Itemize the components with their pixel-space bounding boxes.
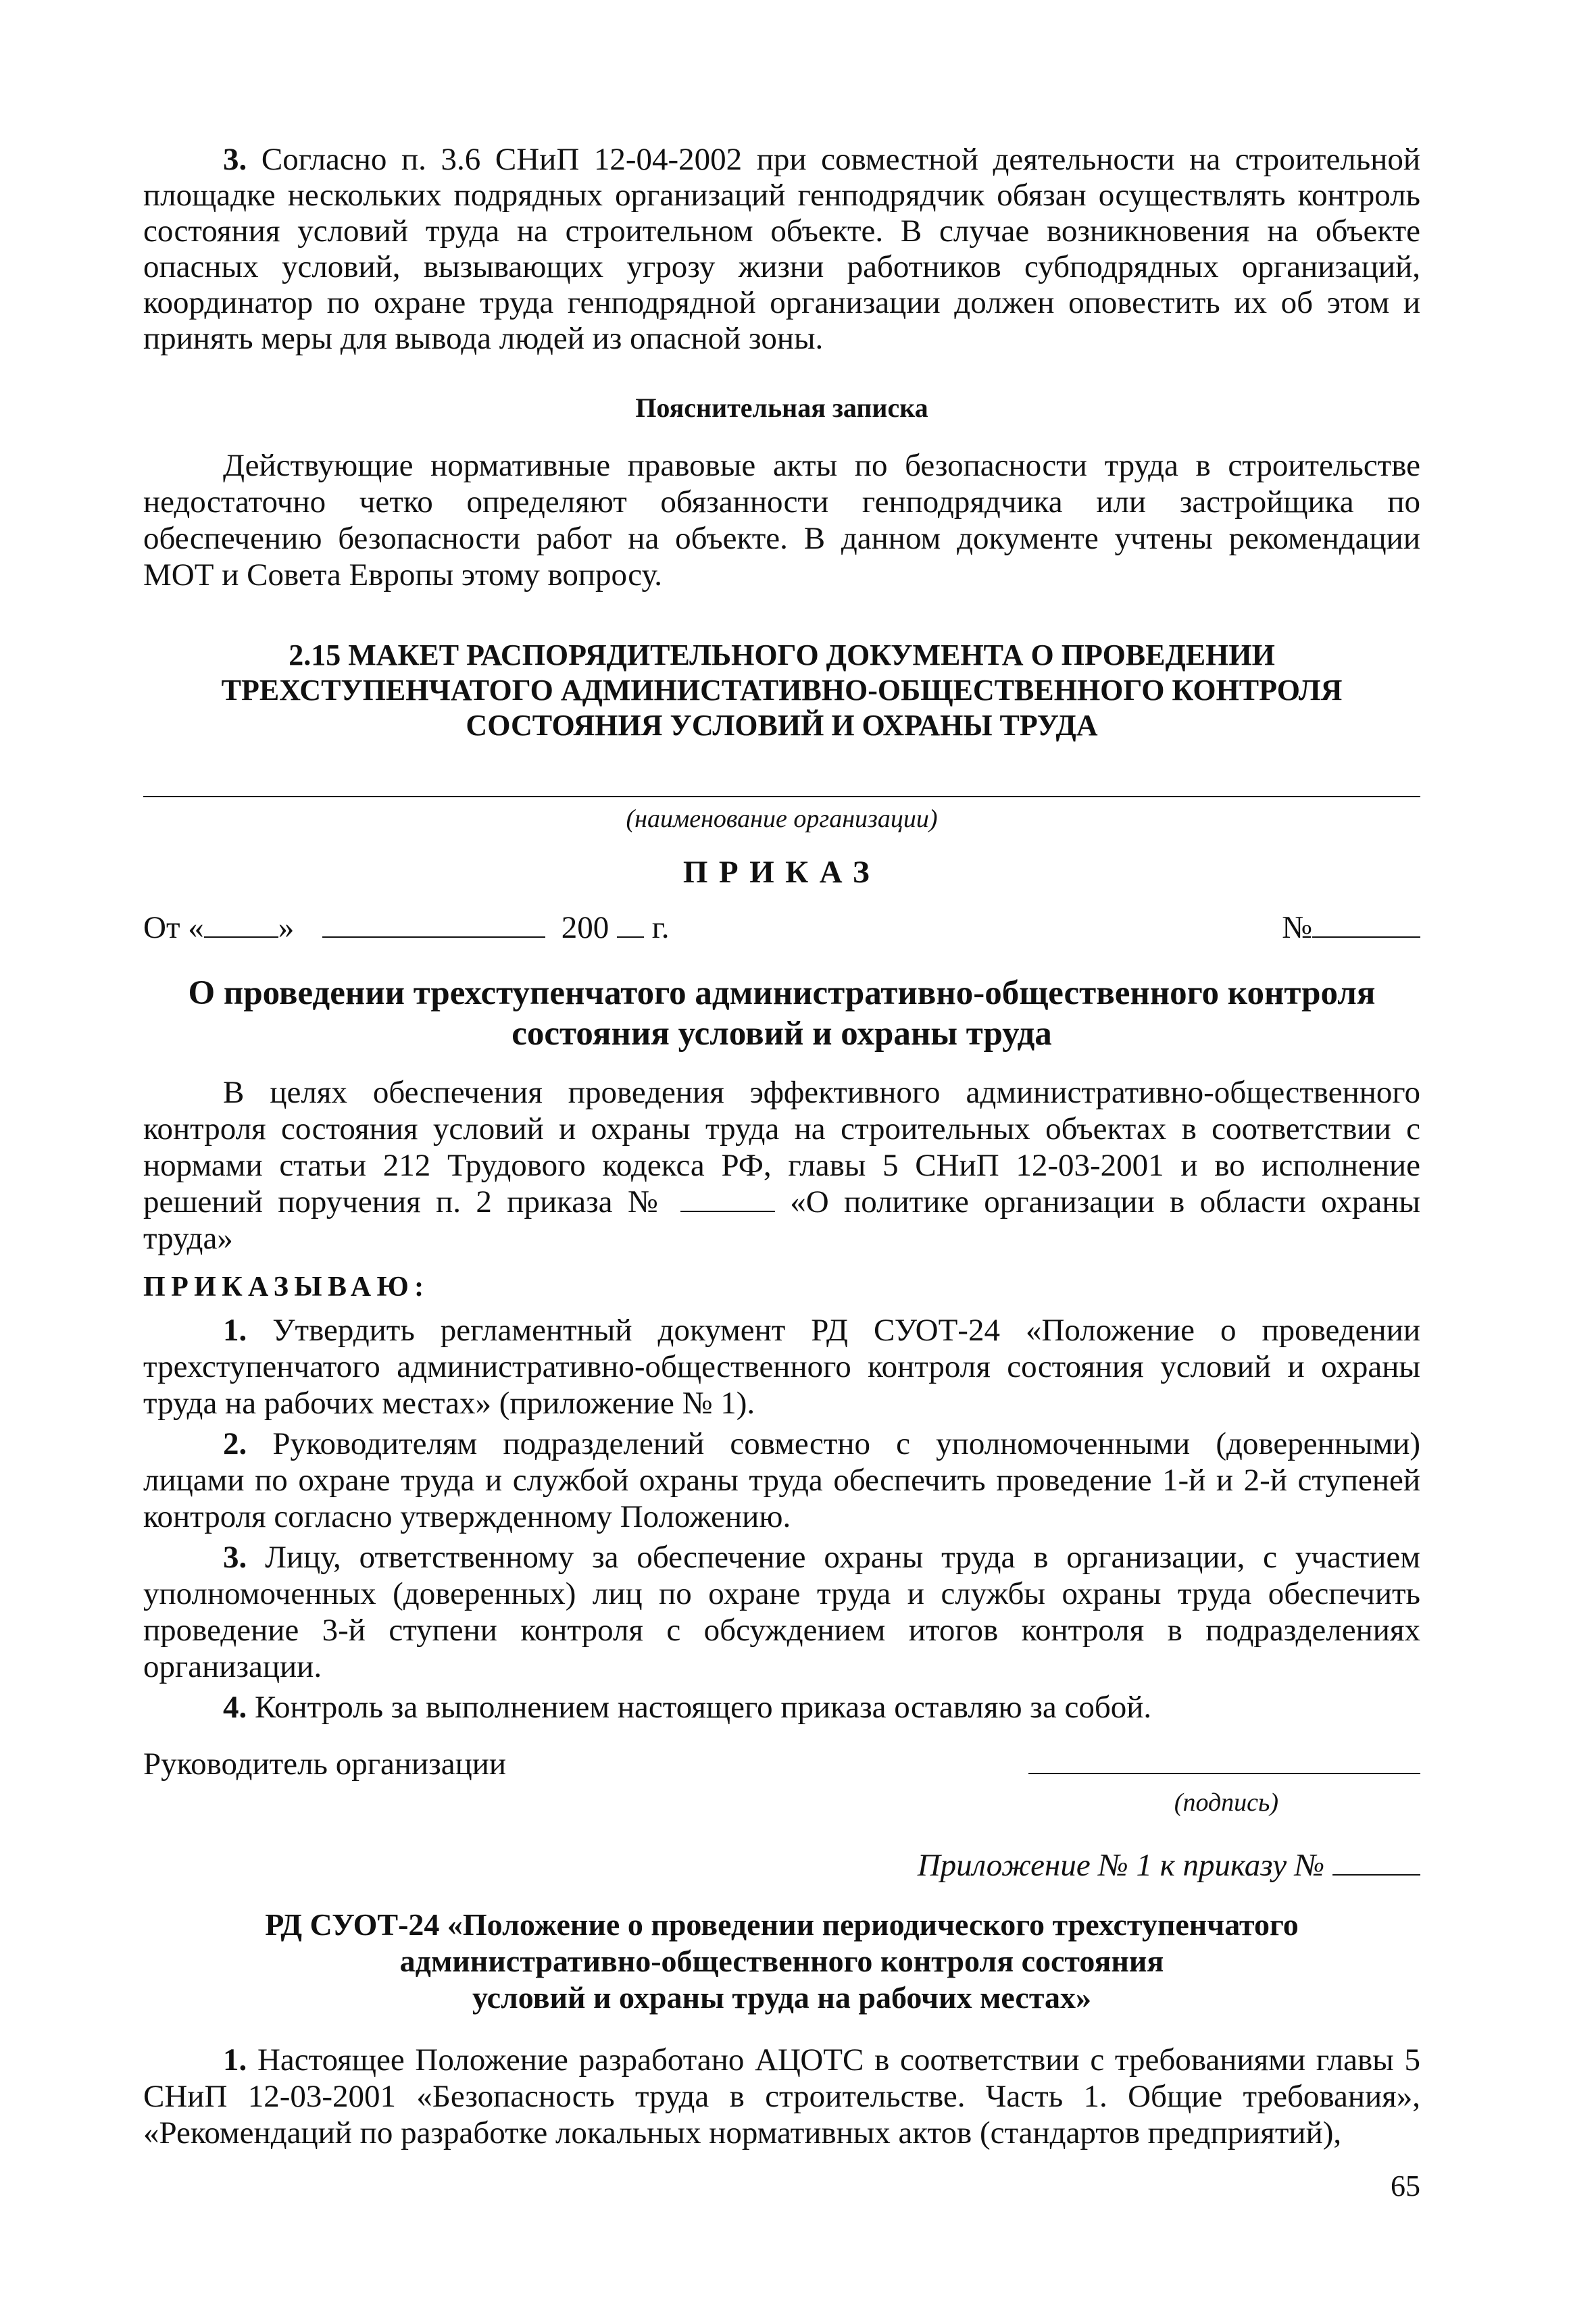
order-number-field: №: [1282, 909, 1420, 946]
day-blank: [204, 911, 278, 938]
section-heading-line: 2.15 МАКЕТ РАСПОРЯДИТЕЛЬНОГО ДОКУМЕНТА О ПРОВЕДЕНИИ: [289, 638, 1275, 672]
paragraph-number: 3.: [223, 142, 247, 177]
section-heading-line: ТРЕХСТУПЕНЧАТОГО АДМИНИСТАТИВНО-ОБЩЕСТВЕННОГО КОНТРОЛЯ: [221, 674, 1343, 707]
order-item: 2. Руководителям подразделений совместно с уполномоченными (доверенными) лицами по охране труда и службой охраны труда обеспечить проведение 1-й и 2-й ступеней контроля согласно утвержденному Положению.: [143, 1426, 1420, 1534]
page-number: 65: [1391, 2169, 1420, 2203]
order-item: 4. Контроль за выполнением настоящего приказа оставляю за собой.: [223, 1690, 1152, 1725]
signature-line: [143, 1746, 1420, 1782]
order-title-line: состояния условий и охраны труда: [512, 1015, 1052, 1053]
order-ref-blank: [680, 1185, 775, 1212]
preamble: В целях обеспечения проведения эффективного административно-общественного контроля состояния условий и охраны труда на строительных объектах в соответствии с нормами статьи 212 Трудового кодекса РФ, главы 5 СНиП 12-03-2001 и во исполнение решений поручения п. 2 приказа № «О политике организации в области охраны труда»: [143, 1075, 1421, 1256]
signature-caption: (подпись): [1174, 1788, 1278, 1817]
rd-paragraph-1: 1. Настоящее Положение разработано АЦОТС в соответствии с требованиями главы 5 СНиП 12-03-2001 «Безопасность труда в строительстве. Часть 1. Общие требования», «Рекомендаций по разработке локальных нормативных актов (стандартов предприятий),: [143, 2042, 1420, 2150]
rd-title-line: условий и охраны труда на рабочих местах»: [472, 1980, 1091, 2015]
order-item: 3. Лицу, ответственному за обеспечение охраны труда в организации, с участием уполномоченных (доверенных) лиц по охране труда и службы охраны труда обеспечить проведение 3-й ступени контроля с обсуждением итогов контроля в подразделениях организации.: [143, 1540, 1421, 1684]
paragraph-text: Согласно п. 3.6 СНиП 12-04-2002 при совместной деятельности на строительной площадке нескольких подрядных организаций генподрядчик обязан осуществлять контроль состояния условий труда на строительном объекте. В случае возникновения на объекте опасных условий, вызывающих угрозу жизни работников субподрядных организаций, координатор по охране труда генподрядной организации должен оповестить их об этом и принять меры для вывода людей из опасной зоны.: [143, 142, 1421, 356]
note-text: Действующие нормативные правовые акты по безопасности труда в строительстве недостаточно четко определяют обязанности генподрядчика или застройщика по обеспечению безопасности работ на объекте. В данном документе учтены рекомендации МОТ и Совета Европы этому вопросу.: [143, 448, 1420, 593]
organization-caption: (наименование организации): [626, 805, 938, 833]
rd-title-line: административно-общественного контроля состояния: [399, 1944, 1164, 1978]
month-blank: [322, 911, 545, 938]
section-heading-line: СОСТОЯНИЯ УСЛОВИЙ И ОХРАНЫ ТРУДА: [466, 709, 1098, 742]
order-item: 1. Утвердить регламентный документ РД СУОТ-24 «Положение о проведении трехступенчатого административно-общественного контроля состояния условий и охраны труда на рабочих местах» (приложение № 1).: [143, 1313, 1420, 1421]
page-content: [143, 142, 1420, 2151]
date-number-line: [143, 909, 1420, 946]
organization-name-line: [143, 796, 1420, 797]
date-field: От « » 200 г.: [143, 910, 670, 945]
year-blank: [617, 911, 644, 938]
order-title-line: О проведении трехступенчатого административно-общественного контроля: [188, 974, 1376, 1012]
rd-title-line: РД СУОТ-24 «Положение о проведении периодического трехступенчатого: [265, 1907, 1299, 1942]
order-title: [143, 973, 1420, 1054]
order-word: ПРИКАЗ: [682, 855, 881, 890]
appendix-reference: Приложение № 1 к приказу №: [143, 1847, 1420, 1884]
number-blank: [1312, 911, 1420, 938]
appendix-order-blank: [1332, 1848, 1420, 1876]
section-heading: [143, 638, 1420, 743]
note-title: Пояснительная записка: [635, 393, 928, 423]
signature-label: Руководитель организации: [143, 1746, 507, 1782]
signature-blank: [1028, 1747, 1420, 1774]
orders-word: ПРИКАЗЫВАЮ:: [143, 1272, 430, 1303]
rd-title: [143, 1907, 1420, 2016]
paragraph-3: [143, 142, 1420, 357]
